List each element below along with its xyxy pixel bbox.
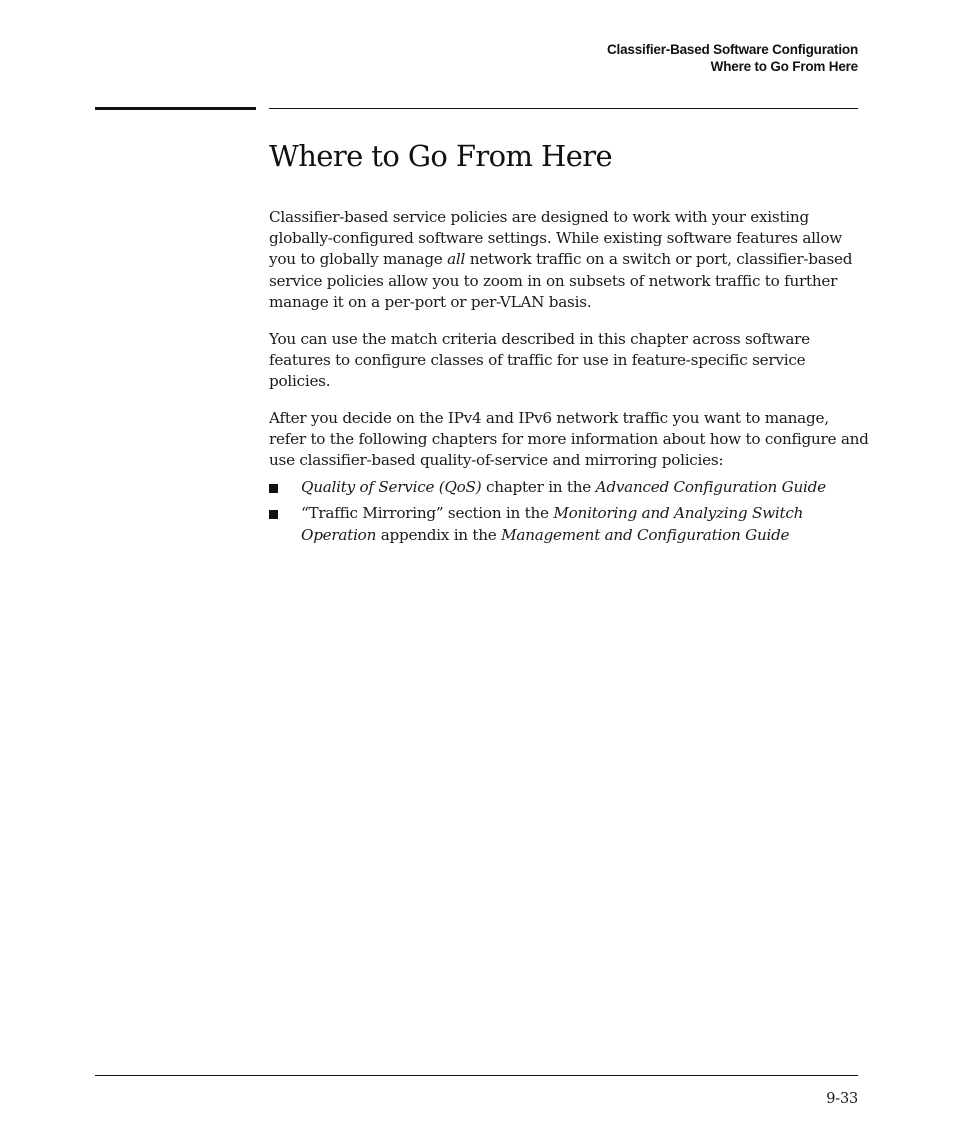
paragraph-1-end: network traffic on a switch or port, classifier-based service policies allow you to zoom in on subsets of network traffic to further manage it on a per-port or per-VLAN basis. xyxy=(269,250,853,311)
running-head-chapter: Classifier-Based Software Configuration xyxy=(607,42,858,57)
page-number: 9-33 xyxy=(826,1091,858,1107)
paragraph-1-start: Classifier-based service policies are designed to work with your existing globally-configured software settings. While existing software features allow you to globally manage xyxy=(269,208,843,269)
list-item-text: chapter in the xyxy=(481,478,596,497)
list-item-text: “Traffic Mirroring” section in the xyxy=(301,504,554,523)
list-item xyxy=(269,503,869,545)
paragraph-3: After you decide on the IPv4 and IPv6 network traffic you want to manage, refer to the following chapters for more information about how to configure and use classifier-based quality-of-service and mirroring policies: xyxy=(269,408,869,470)
page-title: Where to Go From Here xyxy=(269,139,613,173)
appendix-title: Monitoring and Analyzing Switch Operation xyxy=(301,504,804,544)
reference-list xyxy=(269,477,869,546)
list-item xyxy=(269,477,869,498)
paragraph-1 xyxy=(269,207,869,313)
footer-rule xyxy=(95,1075,858,1076)
square-bullet-icon xyxy=(269,510,278,519)
list-item-text: appendix in the xyxy=(376,525,502,544)
running-head xyxy=(607,41,858,75)
chapter-title: Quality of Service (QoS) xyxy=(301,478,482,497)
guide-title: Advanced Configuration Guide xyxy=(595,478,826,497)
running-head-section: Where to Go From Here xyxy=(710,59,858,74)
paragraph-2: You can use the match criteria described in this chapter across software features to configure classes of traffic for use in feature-specific service policies. xyxy=(269,329,810,390)
section-rule-thick xyxy=(95,107,256,110)
section-rule-thin xyxy=(269,108,858,109)
paragraph-1-emphasis: all xyxy=(447,250,466,269)
body-text xyxy=(269,207,869,551)
square-bullet-icon xyxy=(269,484,278,493)
guide-title: Management and Configuration Guide xyxy=(501,525,790,544)
